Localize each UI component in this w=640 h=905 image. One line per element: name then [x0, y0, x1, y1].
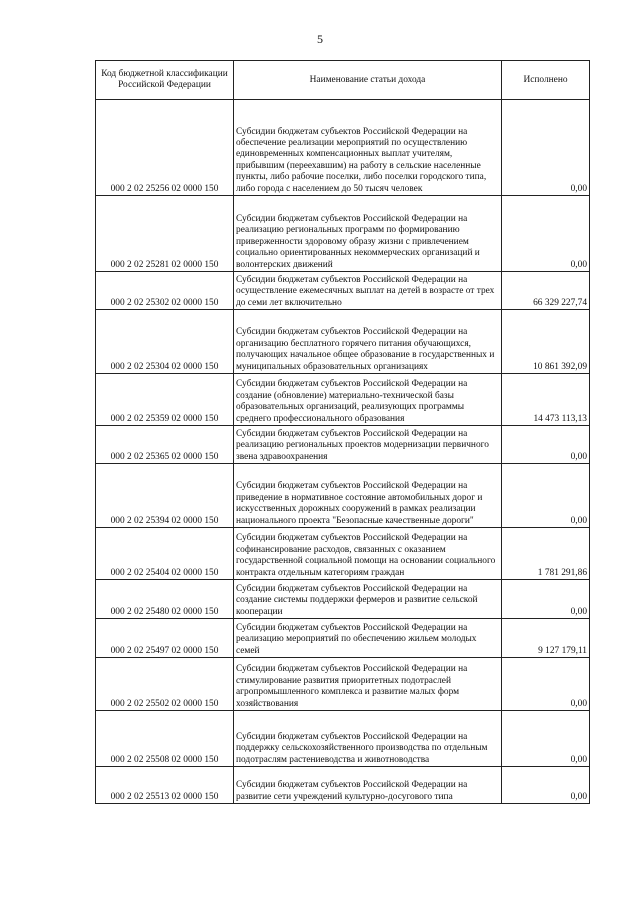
- row-name: Субсидии бюджетам субъектов Российской Федерации на обеспечение реализации мероприятий по осуществлению единовременных компенсационных выплат учителям, прибывшим (переехавшим) на работу в сельские населенные пункты, либо рабочие поселки, либо поселки городского типа, либо города с населением до 50 тысяч человек: [234, 100, 502, 196]
- row-amount: 0,00: [502, 658, 590, 711]
- row-amount: 66 329 227,74: [502, 272, 590, 310]
- page-number: 5: [317, 32, 323, 46]
- row-name: Субсидии бюджетам субъектов Российской Федерации на создание (обновление) материально-технической базы образовательных организаций, реализующих программы среднего профессионального образования: [234, 374, 502, 426]
- table-row: [96, 658, 590, 711]
- row-code: 000 2 02 25394 02 0000 150: [96, 464, 234, 528]
- row-name: Субсидии бюджетам субъектов Российской Федерации на реализацию региональных проектов модернизации первичного звена здравоохранения: [234, 426, 502, 464]
- row-code: 000 2 02 25365 02 0000 150: [96, 426, 234, 464]
- table-row: [96, 619, 590, 658]
- table-row: [96, 464, 590, 528]
- row-code: 000 2 02 25480 02 0000 150: [96, 580, 234, 619]
- row-name: Субсидии бюджетам субъектов Российской Федерации на реализацию мероприятий по обеспечению жильем молодых семей: [234, 619, 502, 658]
- table-row: [96, 711, 590, 767]
- row-amount: 1 781 291,86: [502, 528, 590, 580]
- table-header-row: [96, 61, 590, 100]
- row-code: 000 2 02 25508 02 0000 150: [96, 711, 234, 767]
- table-row: [96, 374, 590, 426]
- row-amount: 14 473 113,13: [502, 374, 590, 426]
- row-name: Субсидии бюджетам субъектов Российской Федерации на развитие сети учреждений культурно-досугового типа: [234, 767, 502, 804]
- table-row: [96, 580, 590, 619]
- row-code: 000 2 02 25304 02 0000 150: [96, 310, 234, 374]
- header-name: Наименование статьи дохода: [234, 61, 502, 100]
- row-amount: 9 127 179,11: [502, 619, 590, 658]
- table-row: [96, 528, 590, 580]
- row-amount: 0,00: [502, 100, 590, 196]
- row-amount: 0,00: [502, 711, 590, 767]
- row-name: Субсидии бюджетам субъектов Российской Федерации на осуществление ежемесячных выплат на детей в возрасте от трех до семи лет включительно: [234, 272, 502, 310]
- row-code: 000 2 02 25404 02 0000 150: [96, 528, 234, 580]
- row-code: 000 2 02 25302 02 0000 150: [96, 272, 234, 310]
- row-code: 000 2 02 25502 02 0000 150: [96, 658, 234, 711]
- row-name: Субсидии бюджетам субъектов Российской Федерации на организацию бесплатного горячего питания обучающихся, получающих начальное общее образование в государственных и муниципальных образовательных организациях: [234, 310, 502, 374]
- row-code: 000 2 02 25359 02 0000 150: [96, 374, 234, 426]
- row-amount: 0,00: [502, 426, 590, 464]
- table-row: [96, 100, 590, 196]
- row-code: 000 2 02 25281 02 0000 150: [96, 196, 234, 272]
- row-code: 000 2 02 25497 02 0000 150: [96, 619, 234, 658]
- row-amount: 0,00: [502, 767, 590, 804]
- row-name: Субсидии бюджетам субъектов Российской Федерации на создание системы поддержки фермеров и развитие сельской кооперации: [234, 580, 502, 619]
- header-code: Код бюджетной классификации Российской Федерации: [96, 61, 234, 100]
- row-amount: 0,00: [502, 580, 590, 619]
- table-row: [96, 272, 590, 310]
- row-name: Субсидии бюджетам субъектов Российской Федерации на софинансирование расходов, связанных с оказанием государственной социальной помощи на основании социального контракта отдельным категориям граждан: [234, 528, 502, 580]
- row-amount: 0,00: [502, 196, 590, 272]
- table-row: [96, 196, 590, 272]
- row-code: 000 2 02 25256 02 0000 150: [96, 100, 234, 196]
- table-row: [96, 426, 590, 464]
- revenue-table: [95, 60, 590, 804]
- row-name: Субсидии бюджетам субъектов Российской Федерации на реализацию региональных программ по формированию приверженности здоровому образу жизни с привлечением социально ориентированных некоммерческих организаций и волонтерских движений: [234, 196, 502, 272]
- row-name: Субсидии бюджетам субъектов Российской Федерации на поддержку сельскохозяйственного производства по отдельным подотраслям растениеводства и животноводства: [234, 711, 502, 767]
- table-row: [96, 767, 590, 804]
- table-row: [96, 310, 590, 374]
- row-amount: 0,00: [502, 464, 590, 528]
- row-code: 000 2 02 25513 02 0000 150: [96, 767, 234, 804]
- header-amount: Исполнено: [502, 61, 590, 100]
- row-amount: 10 861 392,09: [502, 310, 590, 374]
- row-name: Субсидии бюджетам субъектов Российской Федерации на приведение в нормативное состояние автомобильных дорог и искусственных дорожных сооружений в рамках реализации национального проекта "Безопасные качественные дороги": [234, 464, 502, 528]
- row-name: Субсидии бюджетам субъектов Российской Федерации на стимулирование развития приоритетных подотраслей агропромышленного комплекса и развитие малых форм хозяйствования: [234, 658, 502, 711]
